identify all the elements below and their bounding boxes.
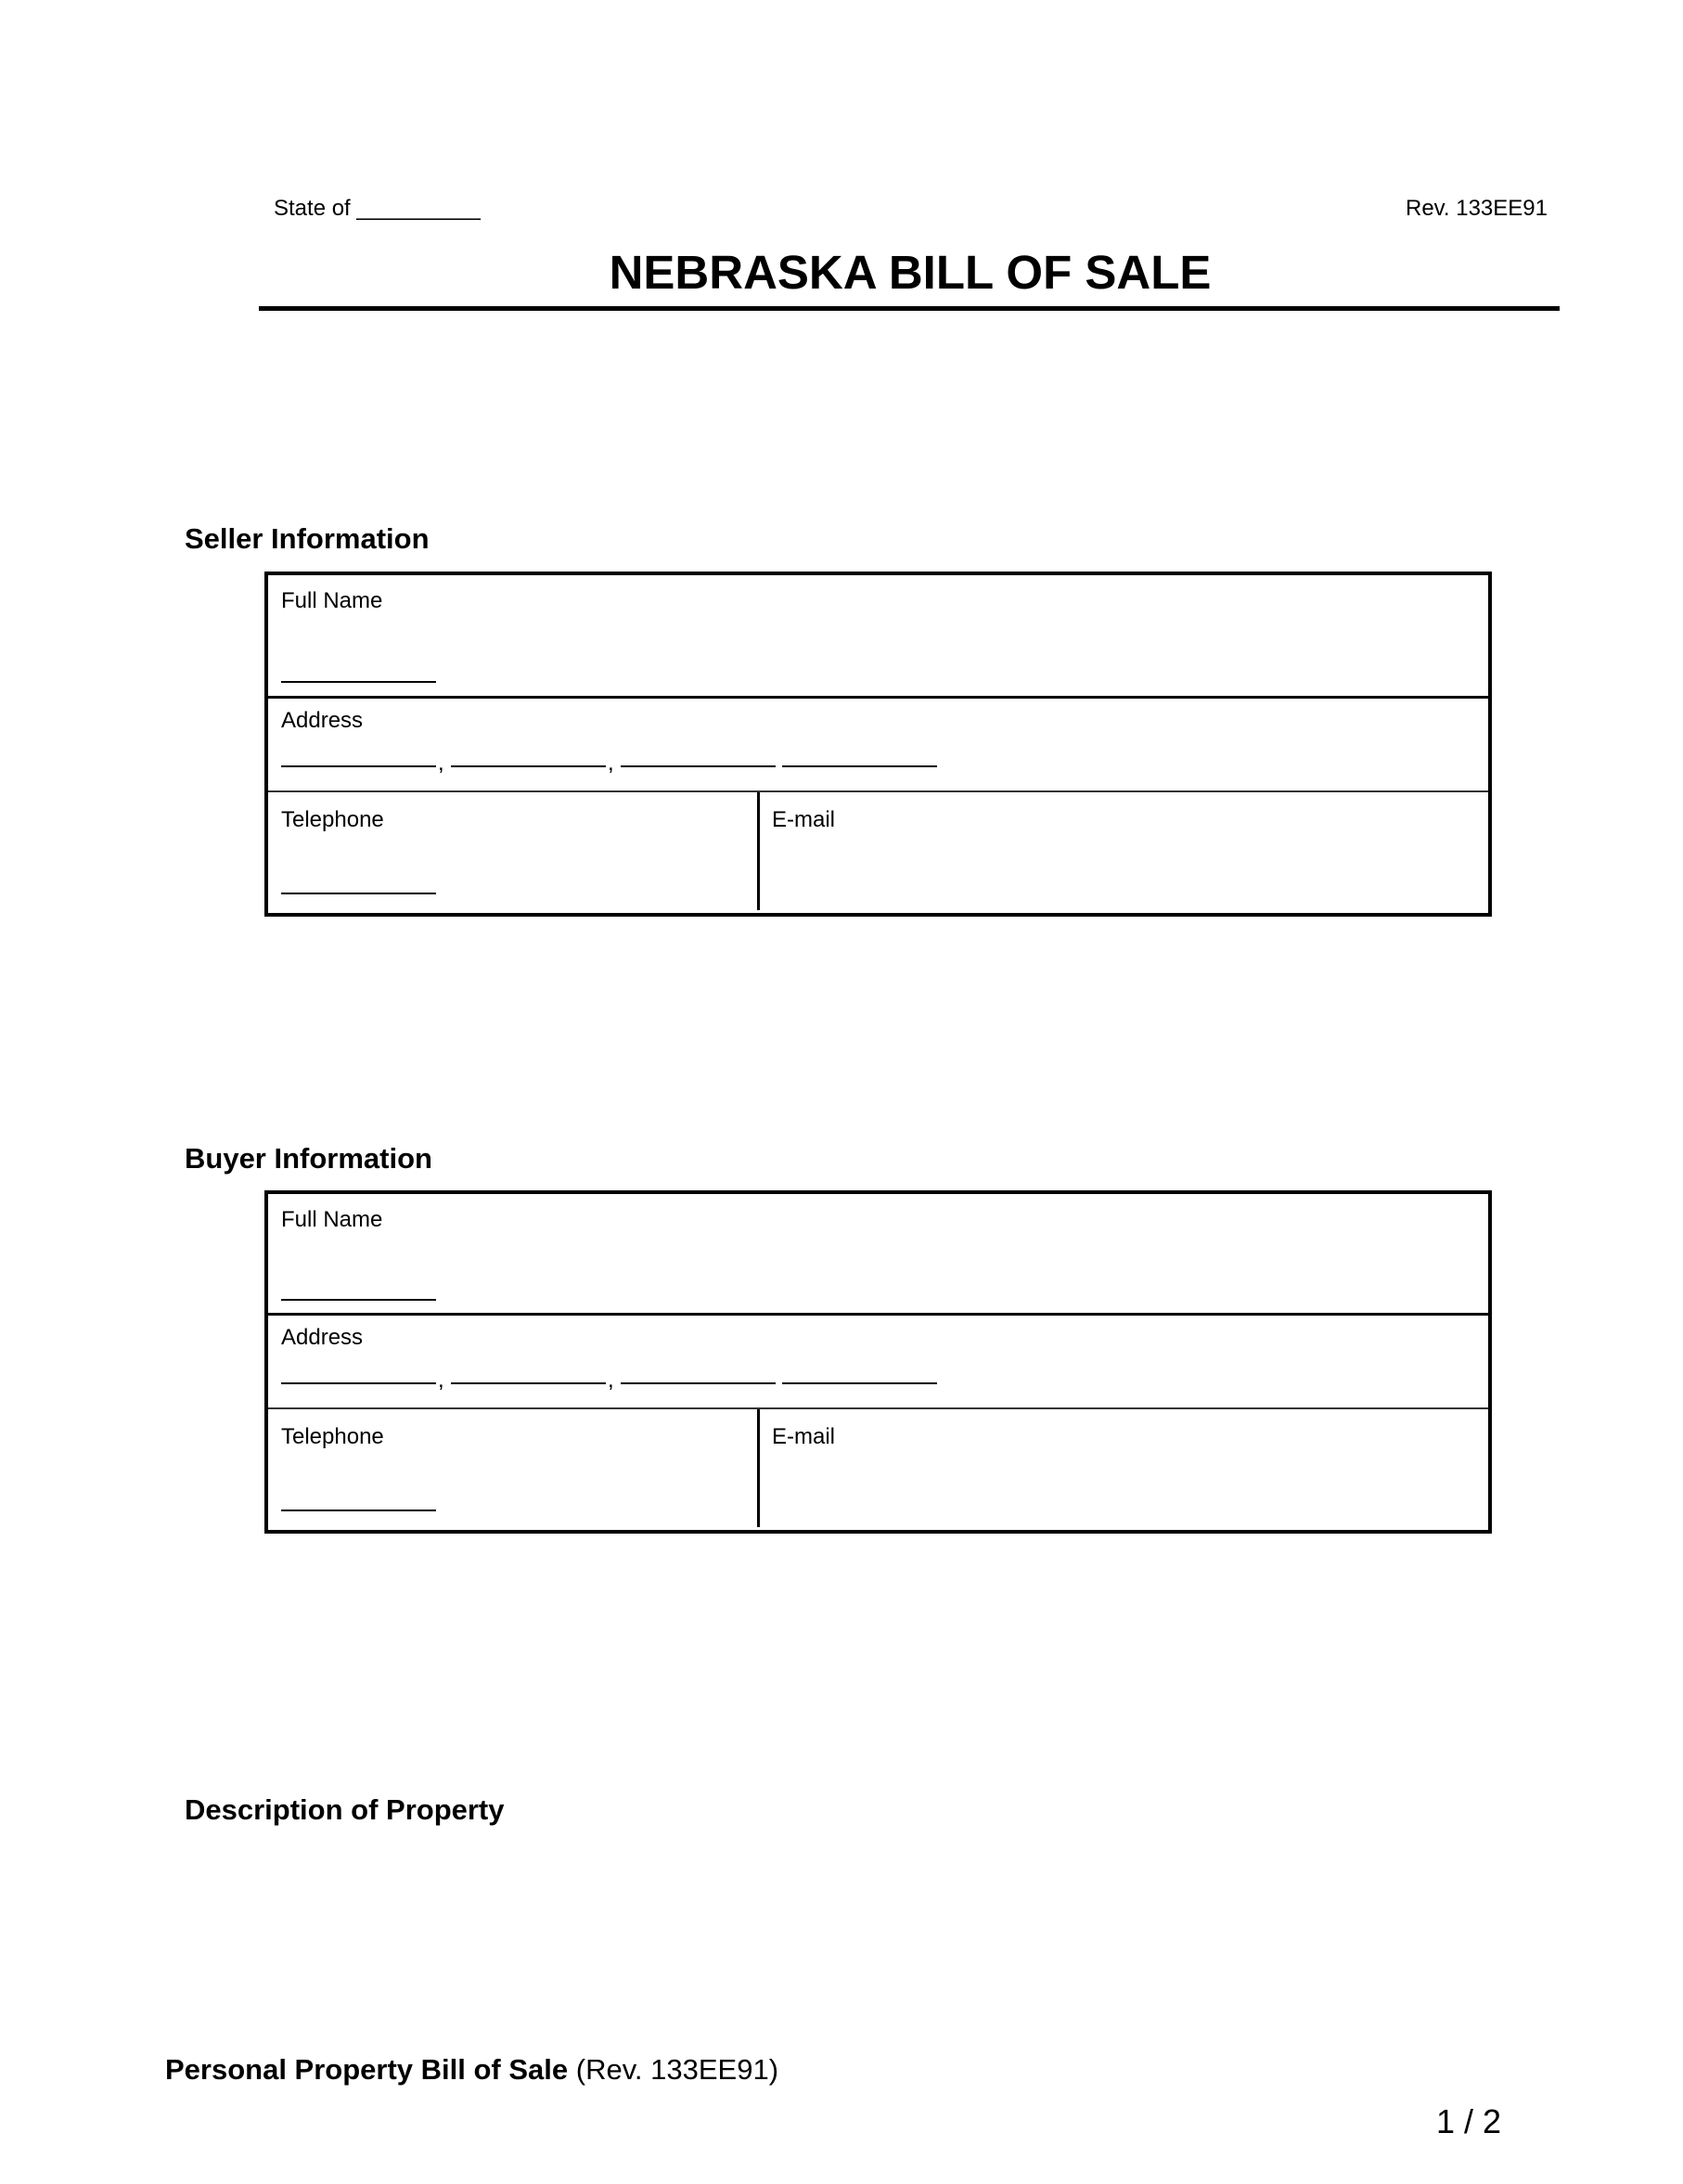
seller-telephone-label: Telephone [281, 807, 384, 832]
state-of-field [274, 196, 481, 222]
seller-address-city-blank[interactable] [451, 765, 606, 767]
buyer-telephone-cell [268, 1409, 760, 1527]
state-of-blank[interactable]: __________ [356, 196, 481, 221]
state-of-label: State of [274, 196, 351, 221]
buyer-address-row [268, 1316, 1488, 1409]
buyer-full-name-blank[interactable] [281, 1299, 436, 1301]
seller-full-name-label: Full Name [281, 588, 383, 613]
buyer-address-comma: , [608, 1368, 614, 1393]
buyer-section-heading: Buyer Information [185, 1142, 432, 1175]
buyer-full-name-label: Full Name [281, 1207, 383, 1232]
seller-address-zip-blank[interactable] [782, 765, 937, 767]
footer-form-revision: (Rev. 133EE91) [575, 2053, 779, 2086]
buyer-address-city-blank[interactable] [451, 1382, 606, 1384]
seller-telephone-blank[interactable] [281, 893, 436, 894]
buyer-address-label: Address [281, 1325, 364, 1350]
revision-code: Rev. 133EE91 [1406, 196, 1548, 221]
seller-address-row [268, 699, 1488, 792]
seller-contact-row [268, 792, 1488, 910]
seller-section-heading: Seller Information [185, 522, 430, 555]
document-title: NEBRASKA BILL OF SALE [609, 246, 1212, 299]
seller-address-label: Address [281, 708, 364, 733]
seller-address-comma: , [608, 751, 614, 776]
buyer-info-table [264, 1190, 1492, 1534]
seller-telephone-cell [268, 792, 760, 910]
buyer-address-state-blank[interactable] [621, 1382, 776, 1384]
buyer-address-street-blank[interactable] [281, 1382, 436, 1384]
seller-address-comma: , [438, 751, 444, 776]
buyer-email-cell[interactable] [760, 1409, 1488, 1527]
buyer-address-zip-blank[interactable] [782, 1382, 937, 1384]
buyer-full-name-row [268, 1194, 1488, 1316]
seller-full-name-blank[interactable] [281, 681, 436, 683]
seller-full-name-row [268, 575, 1488, 699]
footer-form-title: Personal Property Bill of Sale [165, 2053, 569, 2086]
footer-form-name [165, 2053, 778, 2087]
seller-address-state-blank[interactable] [621, 765, 776, 767]
buyer-email-label: E-mail [772, 1424, 836, 1449]
buyer-telephone-blank[interactable] [281, 1510, 436, 1511]
title-rule-divider [259, 306, 1560, 311]
description-section-heading: Description of Property [185, 1793, 505, 1826]
buyer-telephone-label: Telephone [281, 1424, 384, 1449]
seller-address-street-blank[interactable] [281, 765, 436, 767]
seller-info-table [264, 572, 1492, 917]
page-number: 1 / 2 [1436, 2102, 1502, 2140]
seller-email-cell[interactable] [760, 792, 1488, 910]
buyer-contact-row [268, 1409, 1488, 1527]
seller-email-label: E-mail [772, 807, 836, 832]
buyer-address-comma: , [438, 1368, 444, 1393]
